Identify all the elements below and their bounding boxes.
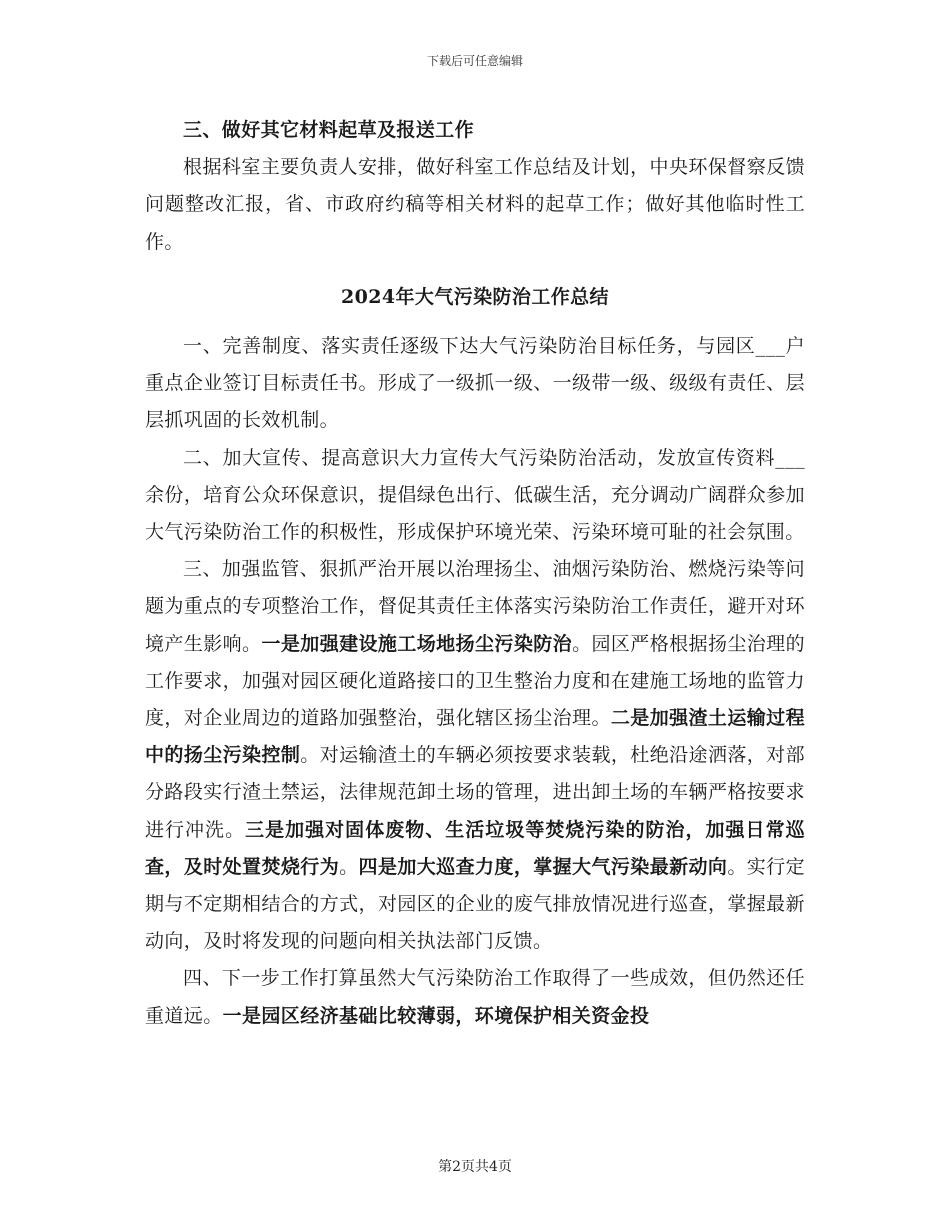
paragraph-3-text-2: 。园区严格根据扬尘治理的工作要求，加强对园区硬化道路接口的卫生整治力度和在建施工场地的监管力度，对企业周边的道路加强整治，强化辖区扬尘治理。 <box>145 632 805 730</box>
page-header: 下载后可任意编辑 <box>426 54 523 68</box>
paragraph-3-text-3: 。对运输渣土的车辆必须按要求装载，杜绝沿途洒落，对部分路段实行渣土禁运，法律规范卸土场的管理，进出卸土场的车辆严格按要求进行冲洗。 <box>145 744 805 841</box>
paragraph-4-bold-1: 一是园区经济基础比较薄弱，环境保护相关资金投 <box>222 1004 650 1027</box>
paragraph-2: 二、加大宣传、提高意识大力宣传大气污染防治活动，发放宣传资料___余份，培育公众环保意识，提倡绿色出行、低碳生活，充分调动广阔群众参加大气污染防治工作的积极性，形成保护环境光荣、污染环境可耻的社会氛围。 <box>145 446 805 544</box>
document-title: 2024年大气污染防治工作总结 <box>341 285 609 308</box>
paragraph-3-bold-3: 三是加强对固体废物、生活垃圾等焚烧污染的防治，加强日常巡查，及时处置焚烧行为 <box>145 818 805 878</box>
document-body <box>145 112 805 1035</box>
paragraph-1: 一、完善制度、落实责任逐级下达大气污染防治目标任务，与园区___户重点企业签订目标责任书。形成了一级抓一级、一级带一级、级级有责任、层层抓巩固的长效机制。 <box>145 335 805 432</box>
paragraph-4-text-1: 四、下一步工作打算虽然大气污染防治工作取得了一些成效，但仍然还任重道远。 <box>145 967 805 1027</box>
paragraph-3-bold-4: 四是加大巡查力度，掌握大气污染最新动向 <box>358 855 728 878</box>
section-paragraph: 根据科室主要负责人安排，做好科室工作总结及计划，中央环保督察反馈问题整改汇报，省、市政府约稿等相关材料的起草工作；做好其他临时性工作。 <box>145 156 805 253</box>
paragraph-3-text-4: 。 <box>339 855 359 878</box>
page-number: 第2页共4页 <box>438 1159 512 1175</box>
paragraph-3-bold-1: 一是加强建设施工场地扬尘污染防治 <box>261 632 573 655</box>
paragraph-3 <box>145 551 805 960</box>
paragraph-3-bold-2: 二是加强渣土运输过程中的扬尘污染控制 <box>145 707 805 767</box>
paragraph-3-text-5: 。实行定期与不定期相结合的方式，对园区的企业的废气排放情况进行巡查，掌握最新动向，及时将发现的问题向相关执法部门反馈。 <box>145 855 805 953</box>
section-heading: 三、做好其它材料起草及报送工作 <box>183 119 475 141</box>
paragraph-4 <box>145 960 805 1034</box>
paragraph-3-text-1: 三、加强监管、狠抓严治开展以治理扬尘、油烟污染防治、燃烧污染等问题为重点的专项整治工作，督促其责任主体落实污染防治工作责任，避开对环境产生影响。 <box>145 558 805 655</box>
